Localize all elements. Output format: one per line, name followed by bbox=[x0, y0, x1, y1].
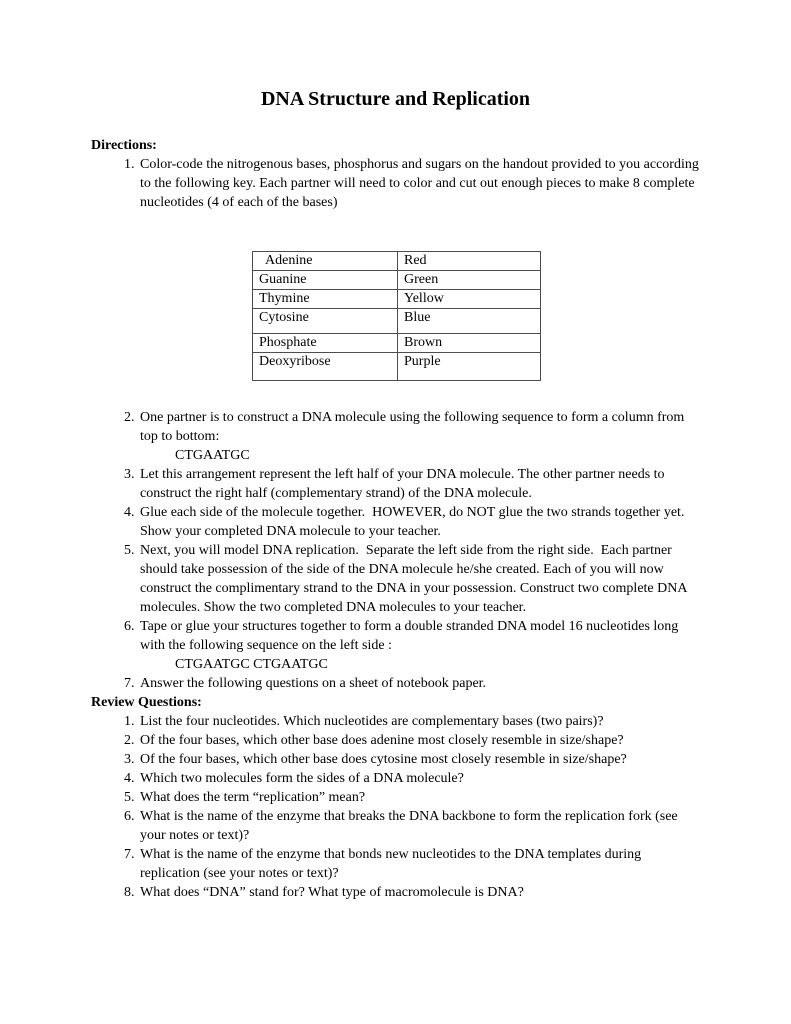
table-row-guanine bbox=[253, 271, 541, 290]
review-question-2-text: Of the four bases, which other base does adenine most closely resemble in size/shape? bbox=[140, 733, 624, 748]
table-row-thymine bbox=[253, 290, 541, 309]
key-term-cell: Thymine bbox=[253, 290, 398, 309]
direction-item-6 bbox=[138, 617, 700, 674]
key-color-cell: Blue bbox=[398, 309, 541, 334]
review-question-7 bbox=[138, 845, 700, 883]
review-question-7-text: What is the name of the enzyme that bonds new nucleotides to the DNA templates during replication (see your notes or text)? bbox=[140, 847, 645, 881]
directions-list-part2 bbox=[91, 408, 700, 693]
review-question-3 bbox=[138, 750, 700, 769]
review-question-1-text: List the four nucleotides. Which nucleotides are complementary bases (two pairs)? bbox=[140, 714, 604, 729]
color-key-table bbox=[252, 251, 541, 381]
key-color-cell: Purple bbox=[398, 353, 541, 381]
direction-item-4-text: Glue each side of the molecule together. HOWEVER, do NOT glue the two strands together yet. Show your completed DNA molecule to your teacher. bbox=[140, 505, 688, 539]
direction-item-5-text: Next, you will model DNA replication. Separate the left side from the right side. Each partner should take possession of the side of the DNA molecule he/she created. Each of you will now construct the complimentary strand to the DNA in your possession. Construct two complete DNA molecules. Show the two completed DNA molecules to your teacher. bbox=[140, 543, 691, 615]
direction-item-1-text: Color-code the nitrogenous bases, phosphorus and sugars on the handout provided to you according to the following key. Each partner will need to color and cut out enough pieces to make 8 complete nucleotides (4 of each of the bases) bbox=[140, 157, 703, 210]
key-color-cell: Red bbox=[398, 252, 541, 271]
direction-item-7-text: Answer the following questions on a sheet of notebook paper. bbox=[140, 676, 487, 691]
page-title: DNA Structure and Replication bbox=[260, 88, 531, 110]
directions-list-part1 bbox=[91, 155, 703, 212]
key-term-cell: Phosphate bbox=[253, 334, 398, 353]
review-question-5 bbox=[138, 788, 700, 807]
key-color-cell: Brown bbox=[398, 334, 541, 353]
key-term-cell: Deoxyribose bbox=[253, 353, 398, 381]
direction-item-3 bbox=[138, 465, 700, 503]
review-question-6 bbox=[138, 807, 700, 845]
review-questions-list bbox=[91, 712, 700, 902]
review-question-3-text: Of the four bases, which other base does cytosine most closely resemble in size/shape? bbox=[140, 752, 627, 767]
key-term-cell: Guanine bbox=[253, 271, 398, 290]
review-question-8-text: What does “DNA” stand for? What type of macromolecule is DNA? bbox=[140, 885, 524, 900]
table-row-phosphate bbox=[253, 334, 541, 353]
table-row-deoxyribose bbox=[253, 353, 541, 381]
table-row-adenine bbox=[253, 252, 541, 271]
dna-sequence-line: CTGAATGC bbox=[175, 448, 250, 463]
review-question-1 bbox=[138, 712, 700, 731]
direction-item-2 bbox=[138, 408, 700, 465]
review-question-4 bbox=[138, 769, 700, 788]
direction-item-3-text: Let this arrangement represent the left half of your DNA molecule. The other partner needs to construct the right half (complementary strand) of the DNA molecule. bbox=[140, 467, 669, 501]
directions-heading: Directions: bbox=[91, 138, 157, 153]
key-color-cell: Green bbox=[398, 271, 541, 290]
direction-item-2-text: One partner is to construct a DNA molecule using the following sequence to form a column from top to bottom: bbox=[140, 410, 688, 444]
key-color-cell: Yellow bbox=[398, 290, 541, 309]
review-question-6-text: What is the name of the enzyme that breaks the DNA backbone to form the replication fork (see your notes or text)? bbox=[140, 809, 682, 843]
review-questions-heading: Review Questions: bbox=[91, 695, 202, 710]
direction-item-7 bbox=[138, 674, 700, 693]
key-term-cell: Cytosine bbox=[253, 309, 398, 334]
review-question-8 bbox=[138, 883, 700, 902]
table-row-cytosine bbox=[253, 309, 541, 334]
direction-item-6-text: Tape or glue your structures together to form a double stranded DNA model 16 nucleotides long with the following sequence on the left side : bbox=[140, 619, 682, 653]
direction-item-4 bbox=[138, 503, 700, 541]
direction-item-5 bbox=[138, 541, 700, 617]
review-question-4-text: Which two molecules form the sides of a DNA molecule? bbox=[140, 771, 464, 786]
direction-item-1 bbox=[138, 155, 703, 212]
dna-sequence-line: CTGAATGC CTGAATGC bbox=[175, 657, 328, 672]
key-term-cell: Adenine bbox=[253, 252, 398, 271]
review-question-2 bbox=[138, 731, 700, 750]
review-question-5-text: What does the term “replication” mean? bbox=[140, 790, 366, 805]
